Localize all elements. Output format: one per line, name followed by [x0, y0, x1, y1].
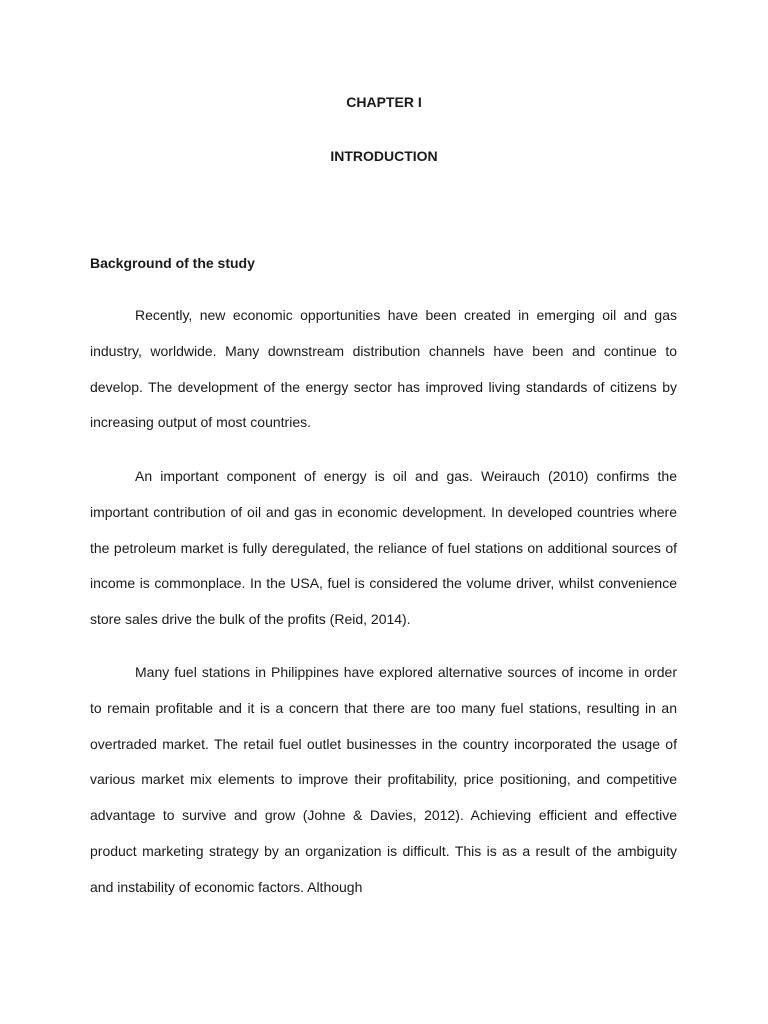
paragraph: An important component of energy is oil and gas. Weirauch (2010) confirms the important contribution of oil and gas in economic development. In developed countries where the petroleum market is fully deregulated, the reliance of fuel stations on additional sources of income is commonplace. In the USA, fuel is considered the volume driver, whilst convenience store sales drive the bulk of the profits (Reid, 2014).: [90, 468, 677, 628]
paragraph: Many fuel stations in Philippines have explored alternative sources of income in order to remain profitable and it is a concern that there are too many fuel stations, resulting in an overtraded market. The retail fuel outlet businesses in the country incorporated the usage of various market mix elements to improve their profitability, price positioning, and competitive advantage to survive and grow (Johne & Davies, 2012). Achieving efficient and effective product marketing strategy by an organization is difficult. This is as a result of the ambiguity and instability of economic factors. Although: [90, 664, 677, 895]
section-heading: Background of the study: [90, 255, 255, 271]
chapter-title: INTRODUCTION: [330, 148, 438, 164]
paragraph: Recently, new economic opportunities have been created in emerging oil and gas industry, worldwide. Many downstream distribution channels have been and continue to develop. The development of the energy sector has improved living standards of citizens by increasing output of most countries.: [90, 307, 677, 431]
chapter-label: CHAPTER I: [346, 94, 422, 110]
